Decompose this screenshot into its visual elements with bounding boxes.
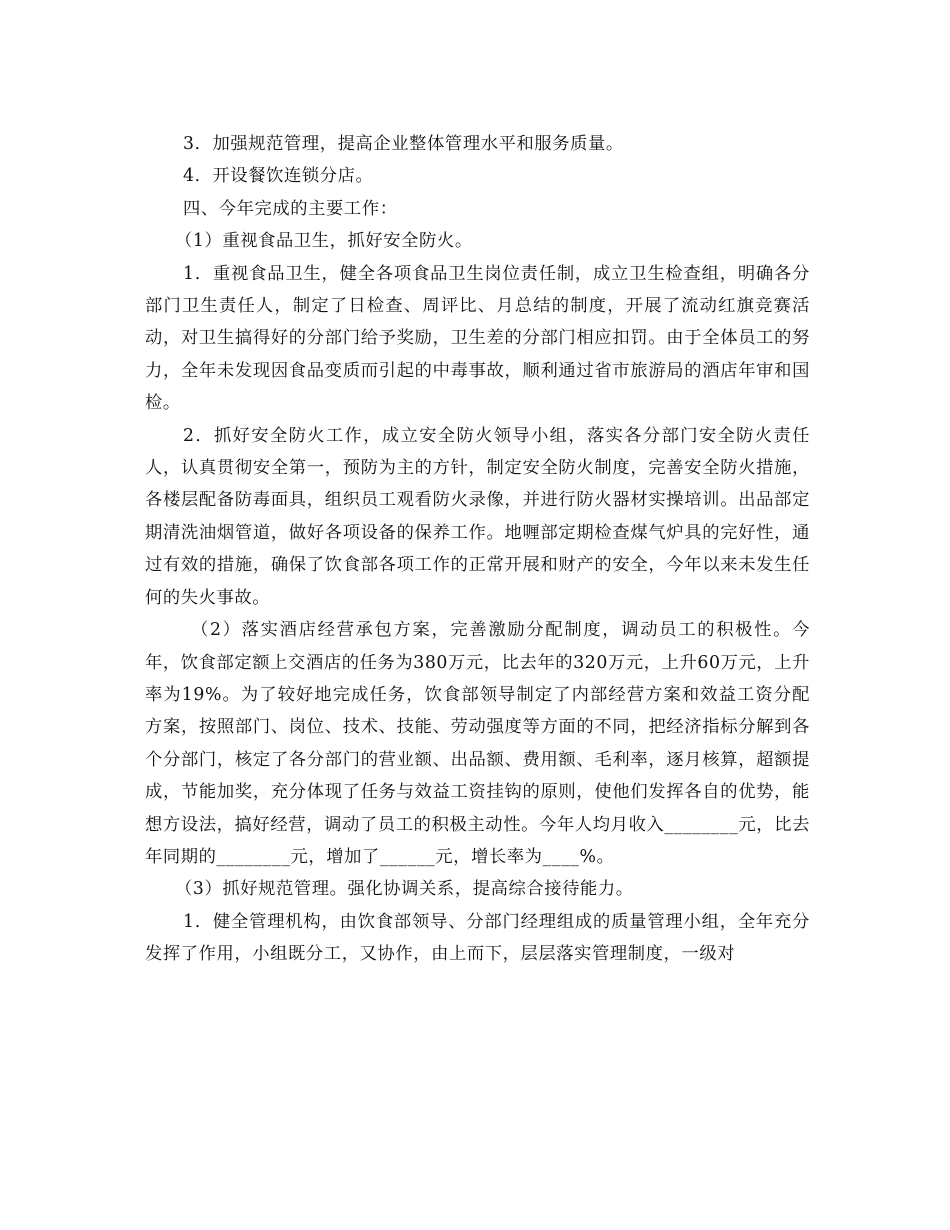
subsection-heading-1: （1）重视食品卫生，抓好安全防火。	[175, 231, 473, 252]
paragraph-item-3: 3．加强规范管理，提高企业整体管理水平和服务质量。	[183, 134, 624, 154]
paragraph-fire-safety: 2．抓好安全防火工作，成立安全防火领导小组，落实各分部门安全防火责任人，认真贯彻安全第一，预防为主的方针，制定安全防火制度，完善安全防火措施，各楼层配备防毒面具，组织员工观看防火录像，并进行防火器材实操培训。出品部定期清洗油烟管道，做好各项设备的保养工作。地喱部定期检查煤气炉具的完好性，通过有效的措施，确保了饮食部各项工作的正常开展和财产的安全，今年以来未发生任何的失火事故。	[145, 425, 810, 608]
subsection-heading-3: （3）抓好规范管理。强化协调关系，提高综合接待能力。	[175, 879, 634, 900]
paragraph-contract-plan: （2）落实酒店经营承包方案，完善激励分配制度，调动员工的积极性。今年，饮食部定额上交酒店的任务为380万元，比去年的320万元，上升60万元，上升率为19%。为了较好地完成任务，饮食部领导制定了内部经营方案和效益工资分配方案，按照部门、岗位、技术、技能、劳动强度等方面的不同，把经济指标分解到各个分部门，核定了各分部门的营业额、出品额、费用额、毛利率，逐月核算，超额提成，节能加奖，充分体现了任务与效益工资挂钩的原则，使他们发挥各自的优势，能想方设法，搞好经营，调动了员工的积极主动性。今年人均月收入________元，比去年同期的________元，增加了______元，增长率为____%。	[145, 620, 810, 867]
paragraph-food-hygiene: 1．重视食品卫生，健全各项食品卫生岗位责任制，成立卫生检查组，明确各分部门卫生责任人，制定了日检查、周评比、月总结的制度，开展了流动红旗竞赛活动，对卫生搞得好的分部门给予奖励，卫生差的分部门相应扣罚。由于全体员工的努力，全年未发现因食品变质而引起的中毒事故，顺利通过省市旅游局的酒店年审和国检。	[145, 263, 810, 414]
section-heading-four: 四、今年完成的主要工作：	[183, 198, 398, 219]
paragraph-item-4: 4．开设餐饮连锁分店。	[183, 166, 374, 187]
paragraph-management-structure: 1．健全管理机构，由饮食部领导、分部门经理组成的质量管理小组，全年充分发挥了作用，小组既分工，又协作，由上而下，层层落实管理制度，一级对	[145, 911, 810, 965]
document-body	[145, 128, 810, 971]
